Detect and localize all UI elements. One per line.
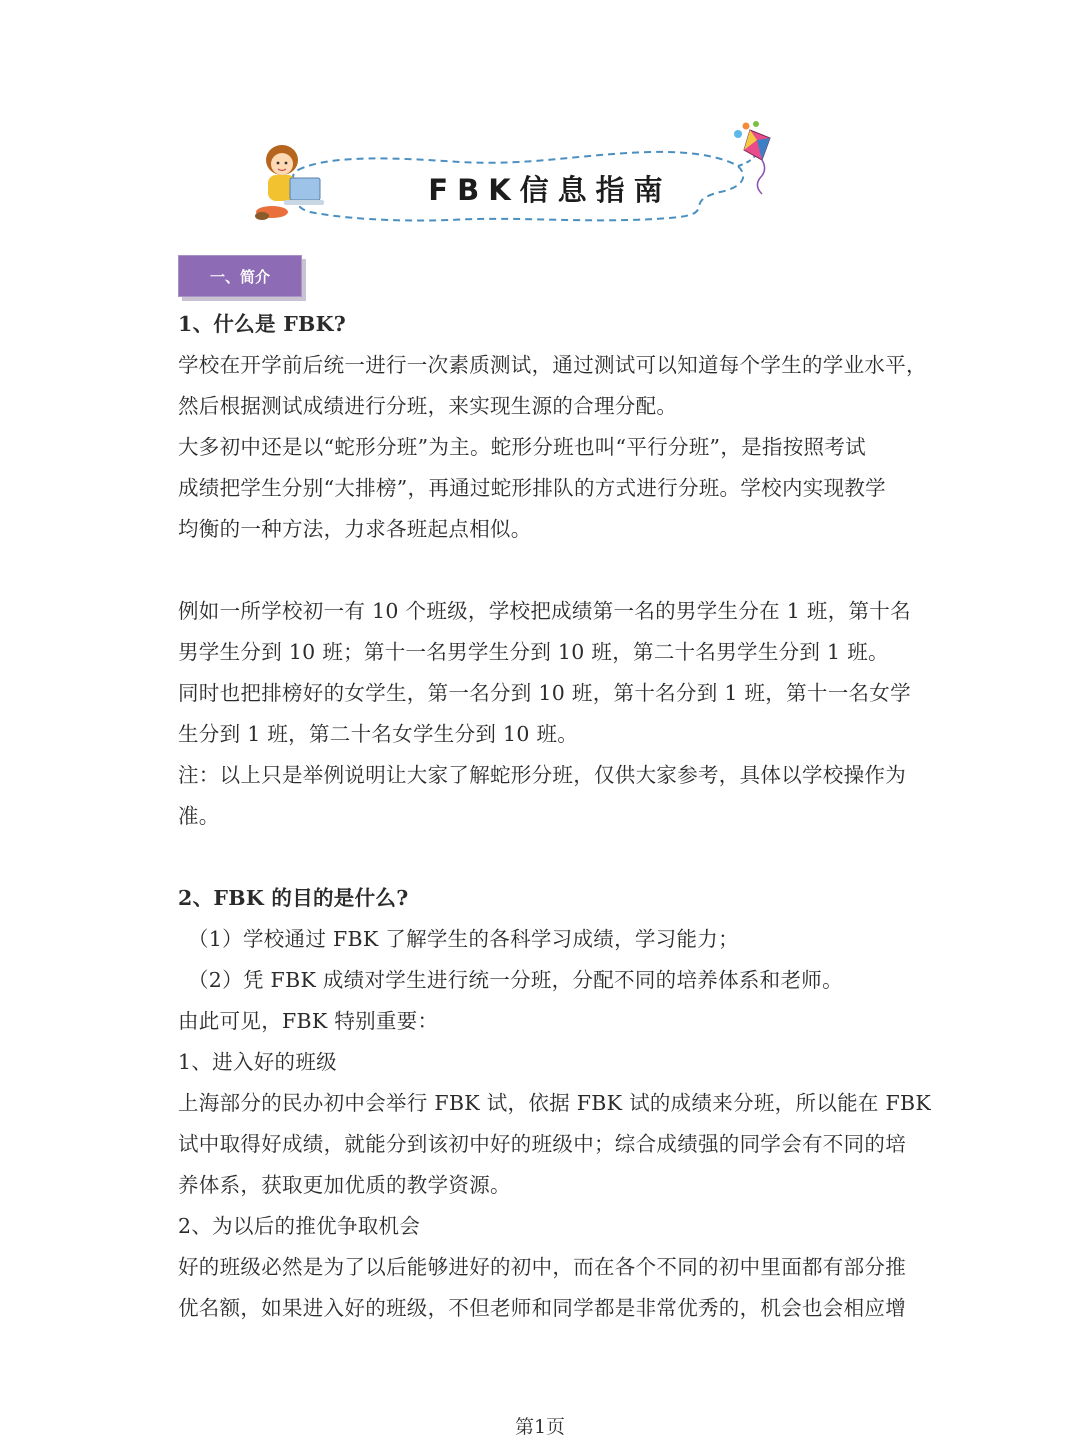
section-heading-label: 一、简介: [209, 267, 270, 286]
paragraph-line: 试中取得好成绩，就能分到该初中好的班级中；综合成绩强的同学会有不同的培: [178, 1132, 906, 1156]
paragraph-line: 成绩把学生分别“大排榜”，再通过蛇形排队的方式进行分班。学校内实现教学: [178, 476, 886, 500]
question-heading-2: 2、FBK 的目的是什么?: [178, 886, 409, 910]
document-body: [178, 304, 931, 1329]
subheading: 1、进入好的班级: [178, 1050, 337, 1074]
list-item: （2）凭 FBK 成绩对学生进行统一分班，分配不同的培养体系和老师。: [188, 968, 843, 992]
title-banner: [250, 118, 790, 233]
paragraph-line: 大多初中还是以“蛇形分班”为主。蛇形分班也叫“平行分班”，是指按照考试: [178, 435, 866, 459]
spacer: [178, 550, 918, 591]
kite-icon: [734, 121, 770, 194]
list-item: （1）学校通过 FBK 了解学生的各科学习成绩，学习能力；: [188, 927, 739, 951]
subheading: 2、为以后的推优争取机会: [178, 1214, 421, 1238]
paragraph-line: 例如一所学校初一有 10 个班级，学校把成绩第一名的男学生分在 1 班，第十名: [178, 599, 911, 623]
paragraph-line: 学校在开学前后统一进行一次素质测试，通过测试可以知道每个学生的学业水平，: [178, 353, 927, 377]
paragraph-line: 准。: [178, 804, 220, 828]
spacer: [178, 837, 918, 878]
girl-with-laptop-icon: [255, 145, 324, 220]
paragraph-line: 均衡的一种方法，力求各班起点相似。: [178, 517, 532, 541]
paragraph-line: 由此可见，FBK 特别重要：: [178, 1009, 439, 1033]
paragraph-line: 生分到 1 班，第二十名女学生分到 10 班。: [178, 722, 579, 746]
paragraph-line: 好的班级必然是为了以后能够进好的初中，而在各个不同的初中里面都有部分推: [178, 1255, 906, 1279]
page-number: 第1页: [514, 1416, 566, 1438]
paragraph-line: 注：以上只是举例说明让大家了解蛇形分班，仅供大家参考，具体以学校操作为: [178, 763, 906, 787]
paragraph-line: 优名额，如果进入好的班级，不但老师和同学都是非常优秀的，机会也会相应增: [178, 1296, 906, 1320]
paragraph-line: 男学生分到 10 班；第十一名男学生分到 10 班，第二十名男学生分到 1 班。: [178, 640, 889, 664]
question-heading-1: 1、什么是 FBK?: [178, 312, 347, 336]
paragraph-line: 然后根据测试成绩进行分班，来实现生源的合理分配。: [178, 394, 678, 418]
paragraph-line: 上海部分的民办初中会举行 FBK 试，依据 FBK 试的成绩来分班，所以能在 FBK: [178, 1091, 931, 1115]
banner-title: FBK信息指南: [428, 173, 672, 207]
section-heading-intro: [178, 255, 302, 297]
paragraph-line: 同时也把排榜好的女学生，第一名分到 10 班，第十名分到 1 班，第十一名女学: [178, 681, 911, 705]
paragraph-line: 养体系，获取更加优质的教学资源。: [178, 1173, 511, 1197]
